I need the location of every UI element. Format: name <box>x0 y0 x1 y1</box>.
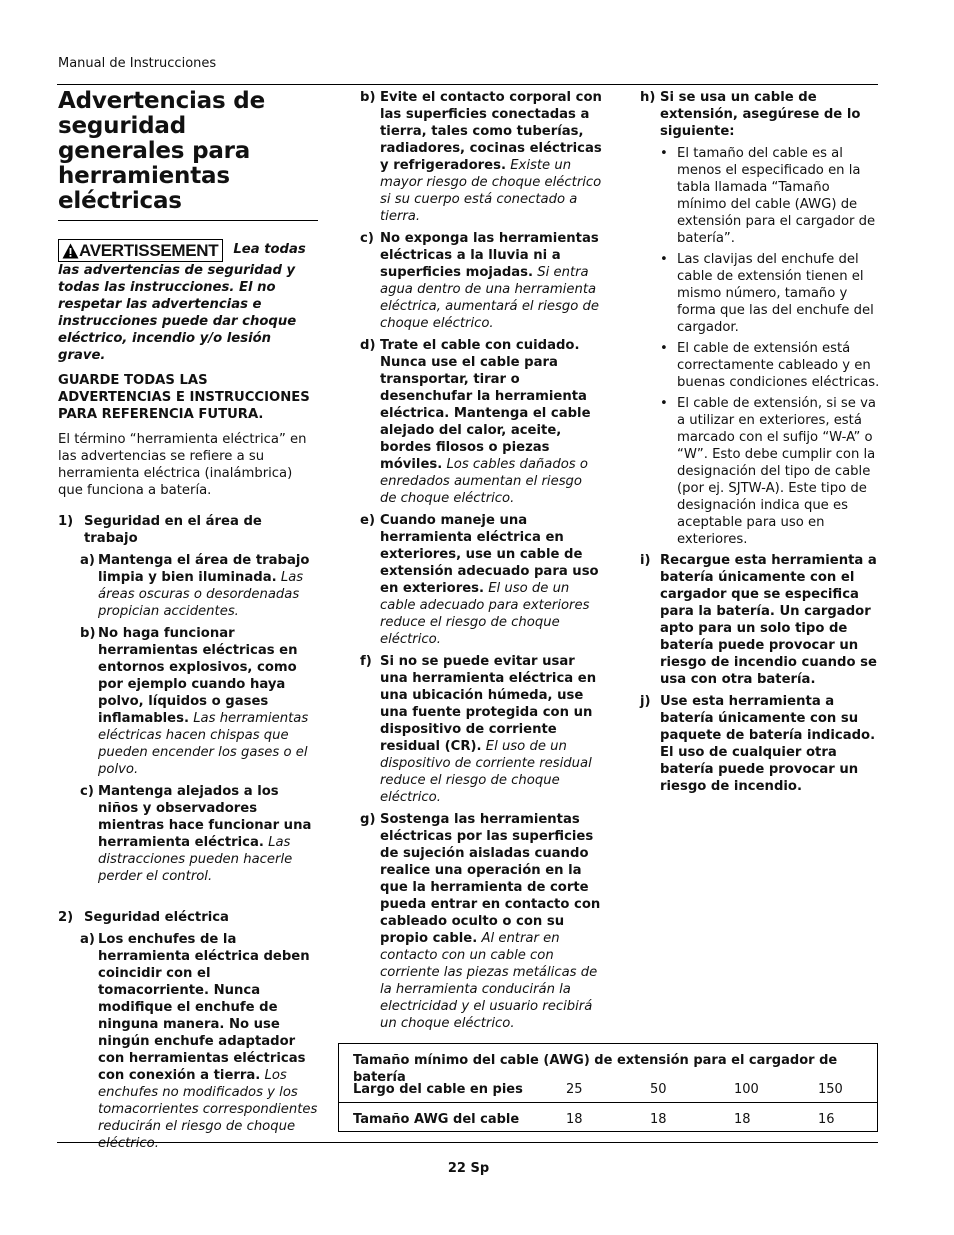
bullet-icon: • <box>660 396 668 411</box>
item-bold: No exponga las herramientas eléctricas a la lluvia ni a superficies mojadas. <box>380 231 599 280</box>
list-item <box>640 251 880 336</box>
work-area-item-a <box>58 552 320 620</box>
item-label: a) <box>80 553 95 568</box>
item-bold: Evite el contacto corporal con las superficies conectadas a tierra, tales como tuberías, radiadores, cocinas eléctricas y refrigeradores. <box>380 90 602 173</box>
item-italic: Si entra agua dentro de una herramienta eléctrica, aumentará el riesgo de choque eléctrico. <box>380 265 599 331</box>
item-bold: No haga funcionar herramientas eléctricas en entornos explosivos, como por ejemplo cuando haya polvo, líquidos o gases inflamables. <box>98 626 298 726</box>
item-bold: Recargue esta herramienta a batería únicamente con el cargador que se especifica para la batería. Un cargador apto para un solo tipo de batería puede provocar un riesgo de incendio cuando se usa con otra batería. <box>660 553 877 687</box>
table-cell: 50 <box>650 1082 667 1097</box>
electrical-item-e <box>360 512 602 648</box>
item-italic: Las distracciones pueden hacerle perder el control. <box>98 835 293 884</box>
item-label: j) <box>640 694 651 709</box>
item-italic: Los enchufes no modificados y los tomacorrientes correspondientes reducirán el riesgo de choque eléctrico. <box>98 1068 318 1151</box>
work-area-heading <box>58 513 320 547</box>
section-title: Advertencias de seguridad generales para herramientas eléctricas <box>58 88 265 214</box>
warning-badge-label: AVERTISSEMENT <box>79 241 219 260</box>
work-area-title: Seguridad en el área de trabajo <box>84 514 262 546</box>
intro-text: El término “herramienta eléctrica” en las advertencias se refiere a su herramienta eléctrica (inalámbrica) que funciona a batería. <box>58 432 307 498</box>
bullet-icon: • <box>660 341 668 356</box>
table-row <box>339 1111 877 1128</box>
electrical-item-h <box>640 89 880 140</box>
electrical-heading <box>58 909 320 926</box>
list-item-text: Las clavijas del enchufe del cable de extensión tienen el mismo número, tamaño y forma que las del enchufe del cargador. <box>677 252 874 335</box>
item-bold: Mantenga alejados a los niños y observadores mientras hace funcionar una herramienta eléctrica. <box>98 784 312 850</box>
warning-text: Lea todas las advertencias de seguridad y todas las instrucciones. El no respetar las advertencias e instrucciones puede dar choque eléctrico, incendio y/o lesión grave. <box>58 242 306 363</box>
list-item <box>640 395 880 548</box>
item-label: e) <box>360 513 375 528</box>
table-row-label: Tamaño AWG del cable <box>353 1112 520 1127</box>
item-italic: Al entrar en contacto con un cable con corriente las piezas metálicas de la herramienta conducirán la electricidad y el usuario recibirá un choque eléctrico. <box>380 931 598 1031</box>
electrical-item-j <box>640 693 880 795</box>
electrical-item-i <box>640 552 880 688</box>
column-2 <box>360 89 602 1037</box>
warning-triangle-icon <box>62 243 79 259</box>
table-row <box>339 1081 877 1098</box>
item-italic: El uso de un cable adecuado para exteriores reduce el riesgo de choque eléctrico. <box>380 581 590 647</box>
electrical-item-b <box>360 89 602 225</box>
table-cell: 16 <box>818 1112 835 1127</box>
list-item-text: El tamaño del cable es al menos el especificado en la tabla llamada “Tamaño mínimo del cable (AWG) de extensión para el cargador de batería”. <box>677 146 876 246</box>
table-cell: 18 <box>566 1112 583 1127</box>
footer-rule <box>57 1142 878 1143</box>
item-bold: Mantenga el área de trabajo limpia y bien iluminada. <box>98 553 310 585</box>
list-item-text: El cable de extensión está correctamente cableado y en buenas condiciones eléctricas. <box>677 341 880 390</box>
item-italic: Las herramientas eléctricas hacen chispas que pueden encender los gases o el polvo. <box>98 711 309 777</box>
table-title: Tamaño mínimo del cable (AWG) de extensión para el cargador de batería <box>353 1053 838 1085</box>
work-area-num: 1) <box>58 514 74 529</box>
bullet-icon: • <box>660 252 668 267</box>
title-rule <box>58 220 318 221</box>
item-label: a) <box>80 932 95 947</box>
item-italic: Las áreas oscuras o desordenadas propician accidentes. <box>98 570 304 619</box>
item-bold: Trate el cable con cuidado. Nunca use el cable para transportar, tirar o desenchufar la herramienta eléctrica. Mantenga el cable alejado del calor, aceite, bordes filosos o piezas móviles. <box>380 338 591 472</box>
electrical-num: 2) <box>58 910 74 925</box>
header-rule <box>57 84 878 85</box>
extension-cord-list <box>640 145 880 548</box>
table-cell: 25 <box>566 1082 583 1097</box>
header-doc-title: Manual de Instrucciones <box>58 56 217 71</box>
save-instructions: GUARDE TODAS LAS ADVERTENCIAS E INSTRUCCIONES PARA REFERENCIA FUTURA. <box>58 373 310 422</box>
column-3 <box>640 89 880 800</box>
bullet-icon: • <box>660 146 668 161</box>
electrical-item-a <box>58 931 320 1152</box>
table-cell: 100 <box>734 1082 759 1097</box>
item-bold: Sostenga las herramientas eléctricas por las superficies de sujeción aisladas cuando realice una operación en la que la herramienta de corte pueda entrar en contacto con cableado oculto o con su propio cable. <box>380 812 601 946</box>
table-divider <box>339 1102 877 1103</box>
warning-badge <box>58 239 223 262</box>
column-1 <box>58 89 320 1152</box>
item-bold: Cuando maneje una herramienta eléctrica en exteriores, use un cable de extensión adecuado para uso en exteriores. <box>380 513 599 596</box>
table-cell: 18 <box>734 1112 751 1127</box>
item-italic: Los cables dañados o enredados aumentan el riesgo de choque eléctrico. <box>380 457 588 506</box>
item-label: b) <box>360 90 376 105</box>
electrical-title: Seguridad eléctrica <box>84 910 229 925</box>
work-area-item-b <box>58 625 320 778</box>
electrical-item-f <box>360 653 602 806</box>
list-item <box>640 145 880 247</box>
table-row-label: Largo del cable en pies <box>353 1082 523 1097</box>
item-label: i) <box>640 553 651 568</box>
electrical-item-c <box>360 230 602 332</box>
item-italic: El uso de un dispositivo de corriente residual reduce el riesgo de choque eléctrico. <box>380 739 592 805</box>
item-label: c) <box>80 784 94 799</box>
electrical-item-d <box>360 337 602 507</box>
list-item <box>640 340 880 391</box>
table-cell: 18 <box>650 1112 667 1127</box>
electrical-item-g <box>360 811 602 1032</box>
item-label: c) <box>360 231 374 246</box>
item-bold: Los enchufes de la herramienta eléctrica deben coincidir con el tomacorriente. Nunca modifique el enchufe de ninguna manera. No use ningún enchufe adaptador con herramientas eléctricas con conexión a tierra. <box>98 932 310 1083</box>
item-bold: Si no se puede evitar usar una herramienta eléctrica en una ubicación húmeda, use una fuente protegida con un dispositivo de corriente residual (CR). <box>380 654 597 754</box>
work-area-item-c <box>58 783 320 885</box>
item-italic: Existe un mayor riesgo de choque eléctrico si su cuerpo está conectado a tierra. <box>380 158 602 224</box>
table-cell: 150 <box>818 1082 843 1097</box>
extension-cord-table <box>338 1043 878 1132</box>
item-bold: Si se usa un cable de extensión, asegúrese de lo siguiente: <box>660 90 861 139</box>
list-item-text: El cable de extensión, si se va a utilizar en exteriores, está marcado con el sufijo “W-A” o “W”. Esto debe cumplir con la designación del tipo de cable (por ej. SJTW-A). Este tipo de designación indica que es aceptable para uso en exteriores. <box>677 396 876 547</box>
item-label: f) <box>360 654 372 669</box>
item-label: b) <box>80 626 96 641</box>
item-label: g) <box>360 812 376 827</box>
item-label: h) <box>640 90 656 105</box>
item-bold: Use esta herramienta a batería únicamente con su paquete de batería indicado. El uso de cualquier otra batería puede provocar un riesgo de incendio. <box>660 694 876 794</box>
item-label: d) <box>360 338 376 353</box>
warning-block <box>58 241 320 364</box>
page-number: 22 Sp <box>447 1161 490 1176</box>
